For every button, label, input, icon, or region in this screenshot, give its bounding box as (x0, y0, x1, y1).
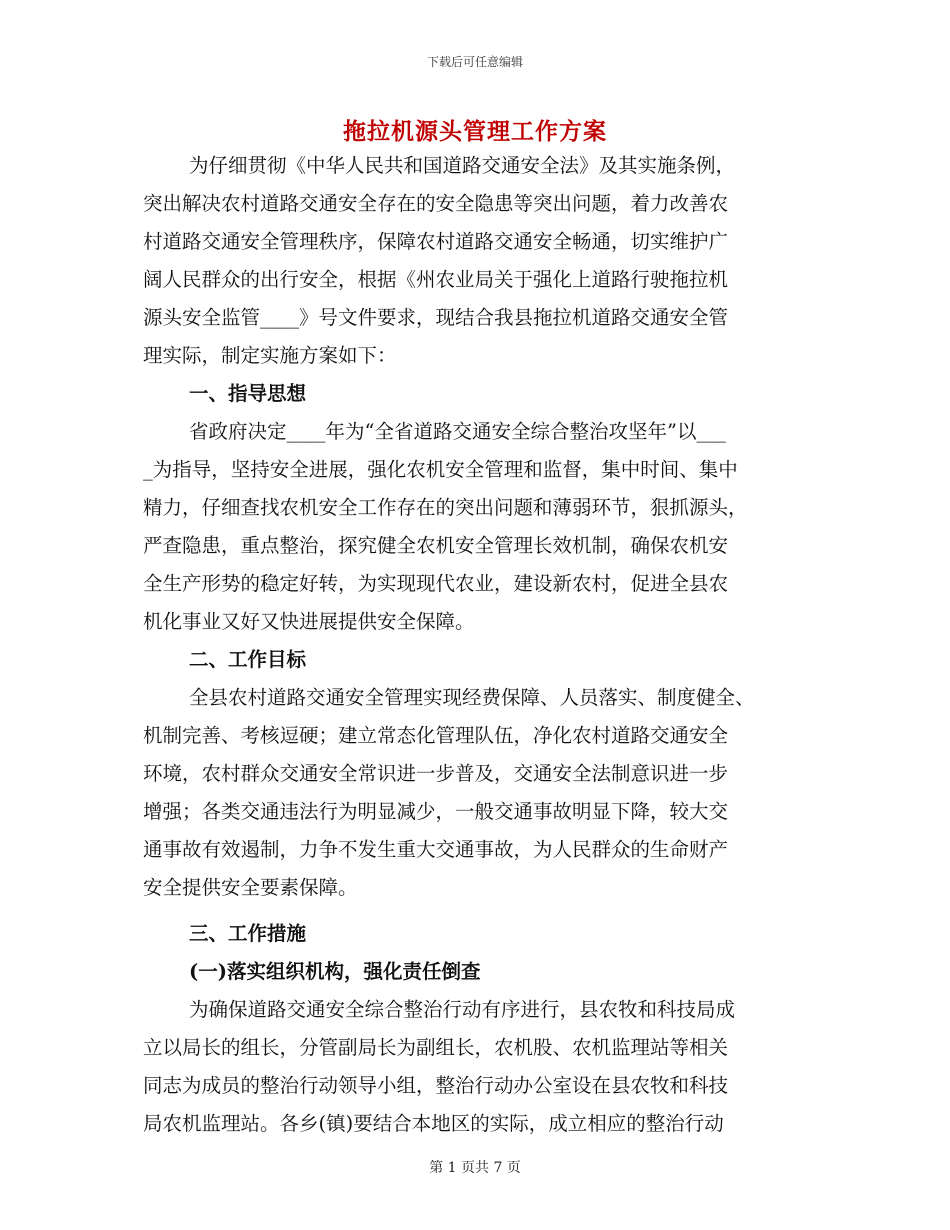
text-line: 严查隐患，重点整治，探究健全农机安全管理长效机制，确保农机安 (143, 534, 729, 557)
text-line: 全县农村道路交通安全管理实现经费保障、人员落实、制度健全、 (189, 686, 755, 709)
section-heading-work-measures: 三、工作措施 (189, 922, 307, 945)
text-line: 精力，仔细查找农机安全工作存在的突出问题和薄弱环节，狠抓源头， (143, 496, 748, 519)
subsection-heading-organization: (一)落实组织机构，强化责任倒查 (189, 960, 481, 983)
text-line: 突出解决农村道路交通安全存在的安全隐患等突出问题，着力改善农 (143, 192, 729, 215)
paragraph-intro (143, 147, 803, 375)
text-line: 全生产形势的稳定好转，为实现现代农业，建设新农村，促进全县农 (143, 572, 729, 595)
text-line: 为确保道路交通安全综合整治行动有序进行，县农牧和科技局成 (189, 998, 736, 1021)
text-line: 安全提供安全要素保障。 (143, 876, 358, 899)
text-line: 省政府决定____年为“全省道路交通安全综合整治攻坚年”以___ (189, 420, 726, 443)
text-line: 同志为成员的整治行动领导小组，整治行动办公室设在县农牧和科技 (143, 1074, 729, 1097)
text-line: 理实际，制定实施方案如下： (143, 344, 397, 367)
text-line: 为仔细贯彻《中华人民共和国道路交通安全法》及其实施条例， (189, 154, 736, 177)
text-line: 增强；各类交通违法行为明显减少，一般交通事故明显下降，较大交 (143, 800, 729, 823)
text-line: 机制完善、考核逗硬；建立常态化管理队伍，净化农村道路交通安全 (143, 724, 729, 747)
text-line: 立以局长的组长，分管副局长为副组长，农机股、农机监理站等相关 (143, 1036, 729, 1059)
paragraph-organization (143, 991, 803, 1143)
paragraph-guiding-thought (143, 413, 803, 641)
document-body (143, 147, 803, 1143)
text-line: 机化事业又好又快进展提供安全保障。 (143, 610, 475, 633)
text-line: 环境，农村群众交通安全常识进一步普及，交通安全法制意识进一步 (143, 762, 729, 785)
paragraph-work-goals (143, 679, 803, 907)
text-line: _为指导，坚持安全进展，强化农机安全管理和监督，集中时间、集中 (143, 458, 738, 481)
header-note: 下载后可任意编辑 (426, 55, 523, 69)
text-line: 村道路交通安全管理秩序，保障农村道路交通安全畅通，切实维护广 (143, 230, 729, 253)
text-line: 源头安全监管____》号文件要求，现结合我县拖拉机道路交通安全管 (143, 306, 729, 329)
page-number: 第 1 页共 7 页 (429, 1160, 521, 1176)
text-line: 局农机监理站。各乡(镇)要结合本地区的实际，成立相应的整治行动 (143, 1112, 724, 1135)
section-heading-guiding-thought: 一、指导思想 (189, 382, 307, 405)
section-heading-work-goals: 二、工作目标 (189, 648, 307, 671)
text-line: 阔人民群众的出行安全，根据《州农业局关于强化上道路行驶拖拉机 (143, 268, 729, 291)
document-title: 拖拉机源头管理工作方案 (343, 118, 607, 145)
text-line: 通事故有效遏制，力争不发生重大交通事故，为人民群众的生命财产 (143, 838, 729, 861)
